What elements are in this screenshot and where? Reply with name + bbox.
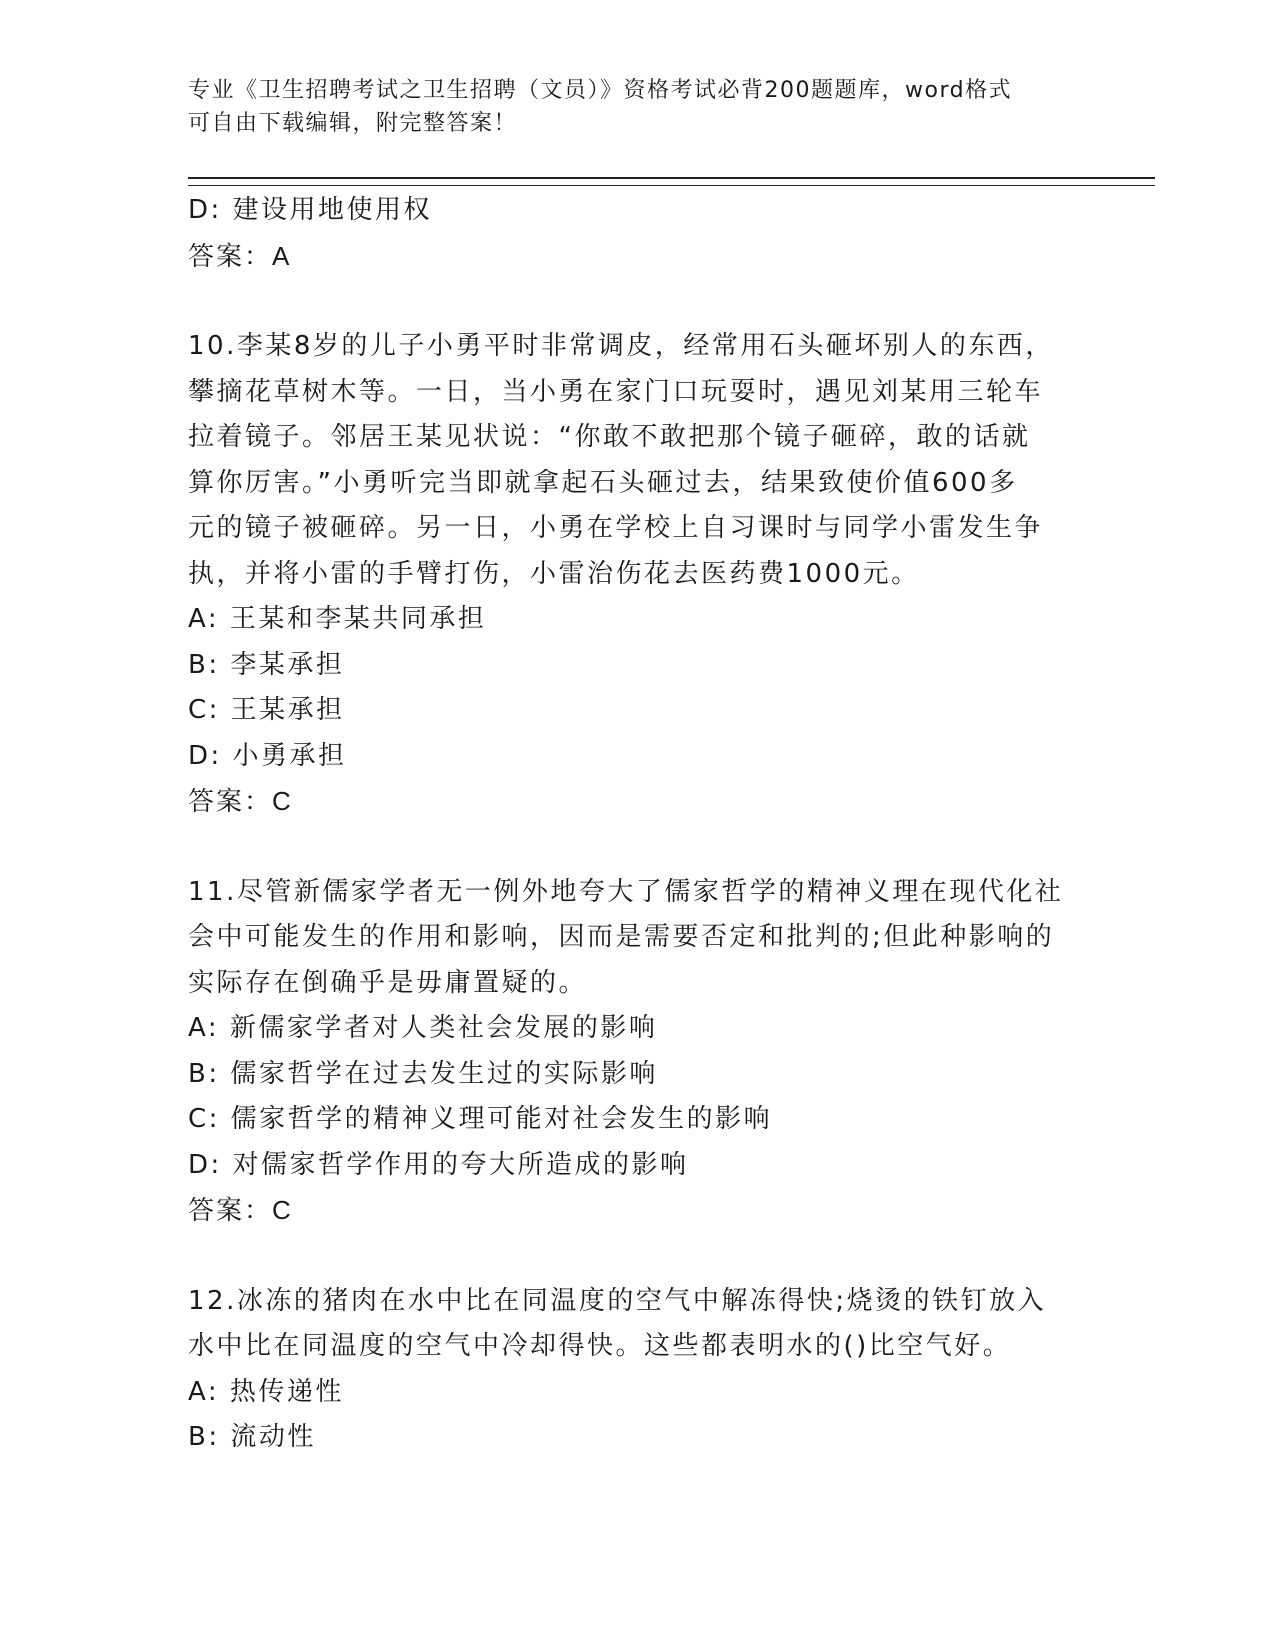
- stem-line: 10.李某8岁的儿子小勇平时非常调皮，经常用石头砸坏别人的东西，: [188, 331, 1054, 361]
- question-stem: [188, 870, 1088, 1007]
- question-10: [188, 324, 1088, 825]
- option-a: A: 王某和李某共同承担: [188, 604, 487, 634]
- header-line-1: 专业《卫生招聘考试之卫生招聘（文员）》资格考试必背200题题库，word格式: [188, 78, 1013, 103]
- header-line-2: 可自由下载编辑，附完整答案！: [188, 111, 518, 136]
- option-d: D: 建设用地使用权: [188, 195, 433, 225]
- answer-line: 答案：C: [188, 1195, 293, 1225]
- option-a: A: 新儒家学者对人类社会发展的影响: [188, 1013, 658, 1043]
- option-d: D: 对儒家哲学作用的夸大所造成的影响: [188, 1149, 689, 1180]
- page-header: [188, 74, 1088, 140]
- stem-line: 拉着镜子。邻居王某见状说：“你敢不敢把那个镜子砸碎，敢的话就: [188, 422, 1031, 452]
- stem-line: 水中比在同温度的空气中冷却得快。这些都表明水的()比空气好。: [188, 1331, 1012, 1361]
- option-b: B: 流动性: [188, 1422, 316, 1452]
- stem-line: 实际存在倒确乎是毋庸置疑的。: [188, 967, 588, 998]
- stem-line: 攀摘花草树木等。一日，当小勇在家门口玩耍时，遇见刘某用三轮车: [188, 376, 1044, 407]
- answer-line: 答案：C: [188, 786, 293, 816]
- stem-line: 会中可能发生的作用和影响，因而是需要否定和批判的;但此种影响的: [188, 922, 1055, 952]
- question-11: [188, 870, 1088, 1234]
- stem-line: 11.尽管新儒家学者无一例外地夸大了儒家哲学的精神义理在现代化社: [188, 876, 1064, 907]
- option-d: D: 小勇承担: [188, 740, 347, 771]
- question-stem: [188, 1279, 1088, 1370]
- stem-line: 12.冰冻的猪肉在水中比在同温度的空气中解冻得快;烧烫的铁钉放入: [188, 1285, 1047, 1316]
- question-stem: [188, 324, 1088, 597]
- stem-line: 算你厉害。”小勇听完当即就拿起石头砸过去，结果致使价值600多: [188, 467, 1018, 498]
- document-body: [188, 188, 1088, 1461]
- question-12: [188, 1279, 1088, 1461]
- option-b: B: 李某承担: [188, 649, 345, 680]
- answer-line: 答案：A: [188, 240, 292, 271]
- option-a: A: 热传递性: [188, 1376, 344, 1407]
- option-c: C: 儒家哲学的精神义理可能对社会发生的影响: [188, 1104, 773, 1134]
- header-divider: [188, 177, 1155, 186]
- stem-line: 执，并将小雷的手臂打伤，小雷治伤花去医药费1000元。: [188, 558, 920, 589]
- continuation-block: [188, 188, 1088, 279]
- option-c: C: 王某承担: [188, 695, 345, 725]
- option-b: B: 儒家哲学在过去发生过的实际影响: [188, 1058, 658, 1089]
- stem-line: 元的镜子被砸碎。另一日，小勇在学校上自习课时与同学小雷发生争: [188, 513, 1044, 543]
